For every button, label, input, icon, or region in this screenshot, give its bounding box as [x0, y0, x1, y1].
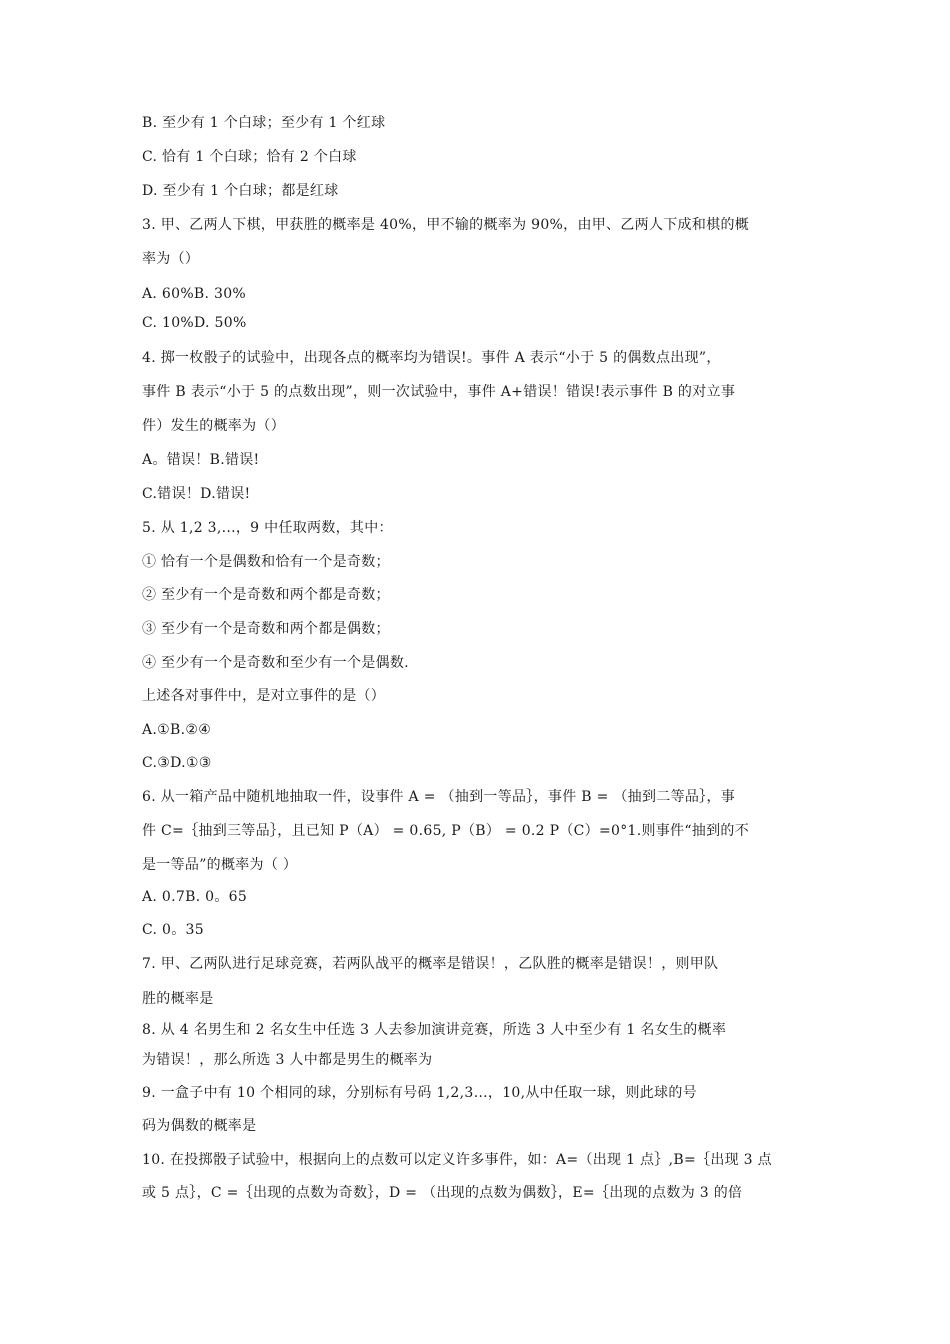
q6-options-ab: A. 0.7B. 0。65 [142, 889, 248, 905]
q5-item-4: ④ 至少有一个是奇数和至少有一个是偶数. [142, 655, 409, 671]
question-4-line-1: 4. 掷一枚骰子的试验中，出现各点的概率均为错误!。事件 A 表示“小于 5 的偶数点出现”， [142, 350, 721, 366]
option-b-q2: B. 至少有 1 个白球；至少有 1 个红球 [142, 115, 386, 131]
question-6-line-3: 是一等品”的概率为（ ） [142, 857, 298, 873]
q4-options-cd: C.错误！D.错误! [142, 486, 251, 502]
q4-options-ab: A。错误！B.错误! [142, 452, 260, 468]
option-d-q2: D. 至少有 1 个白球；都是红球 [142, 183, 339, 199]
q5-question: 上述各对事件中，是对立事件的是（） [142, 688, 386, 704]
question-4-line-2: 事件 B 表示“小于 5 的点数出现”，则一次试验中，事件 A+错误！错误!表示事件 B 的对立事 [142, 384, 736, 400]
question-8-line-2: 为错误！，那么所选 3 人中都是男生的概率为 [142, 1052, 433, 1068]
question-6-line-2: 件 C=｛抽到三等品｝，且已知 P（A） = 0.65, P（B） = 0.2 P（C）=0°1.则事件“抽到的不 [142, 823, 750, 839]
option-c-q2: C. 恰有 1 个白球；恰有 2 个白球 [142, 149, 357, 165]
question-7-line-2: 胜的概率是 [142, 991, 214, 1007]
question-10-line-2: 或 5 点｝，C =｛出现的点数为奇数｝，D = （出现的点数为偶数｝，E=｛出现的点数为 3 的倍 [142, 1185, 743, 1201]
question-7-line-1: 7. 甲、乙两队进行足球竞赛，若两队战平的概率是错误！，乙队胜的概率是错误！，则甲队 [142, 956, 719, 972]
q5-item-3: ③ 至少有一个是奇数和两个都是偶数； [142, 621, 390, 637]
question-5-stem: 5. 从 1,2 3,...，9 中任取两数，其中： [142, 520, 393, 536]
question-10-line-1: 10. 在投掷骰子试验中，根据向上的点数可以定义许多事件，如：A=（出现 1 点｝,B=｛出现 3 点 [142, 1152, 772, 1168]
question-9-line-2: 码为偶数的概率是 [142, 1118, 257, 1134]
question-8-line-1: 8. 从 4 名男生和 2 名女生中任选 3 人去参加演讲竞赛，所选 3 人中至少有 1 名女生的概率 [142, 1022, 727, 1038]
question-3-line-1: 3. 甲、乙两人下棋，甲获胜的概率是 40%，甲不输的概率为 90%，由甲、乙两人下成和棋的概 [142, 217, 750, 233]
question-4-line-3: 件）发生的概率为（） [142, 418, 285, 434]
question-9-line-1: 9. 一盒子中有 10 个相同的球，分别标有号码 1,2,3…，10,从中任取一球，则此球的号 [142, 1085, 697, 1101]
q5-item-1: ① 恰有一个是偶数和恰有一个是奇数； [142, 554, 390, 570]
q3-options-ab: A. 60%B. 30% [142, 286, 247, 302]
q5-item-2: ② 至少有一个是奇数和两个都是奇数； [142, 587, 390, 603]
question-3-line-2: 率为（） [142, 251, 200, 267]
q6-option-c: C. 0。35 [142, 922, 204, 938]
q3-options-cd: C. 10%D. 50% [142, 315, 247, 331]
question-6-line-1: 6. 从一箱产品中随机地抽取一件，设事件 A = （抽到一等品｝，事件 B = （抽到二等品｝，事 [142, 789, 736, 805]
q5-options-cd: C.③D.①③ [142, 755, 212, 771]
q5-options-ab: A.①B.②④ [142, 722, 212, 738]
